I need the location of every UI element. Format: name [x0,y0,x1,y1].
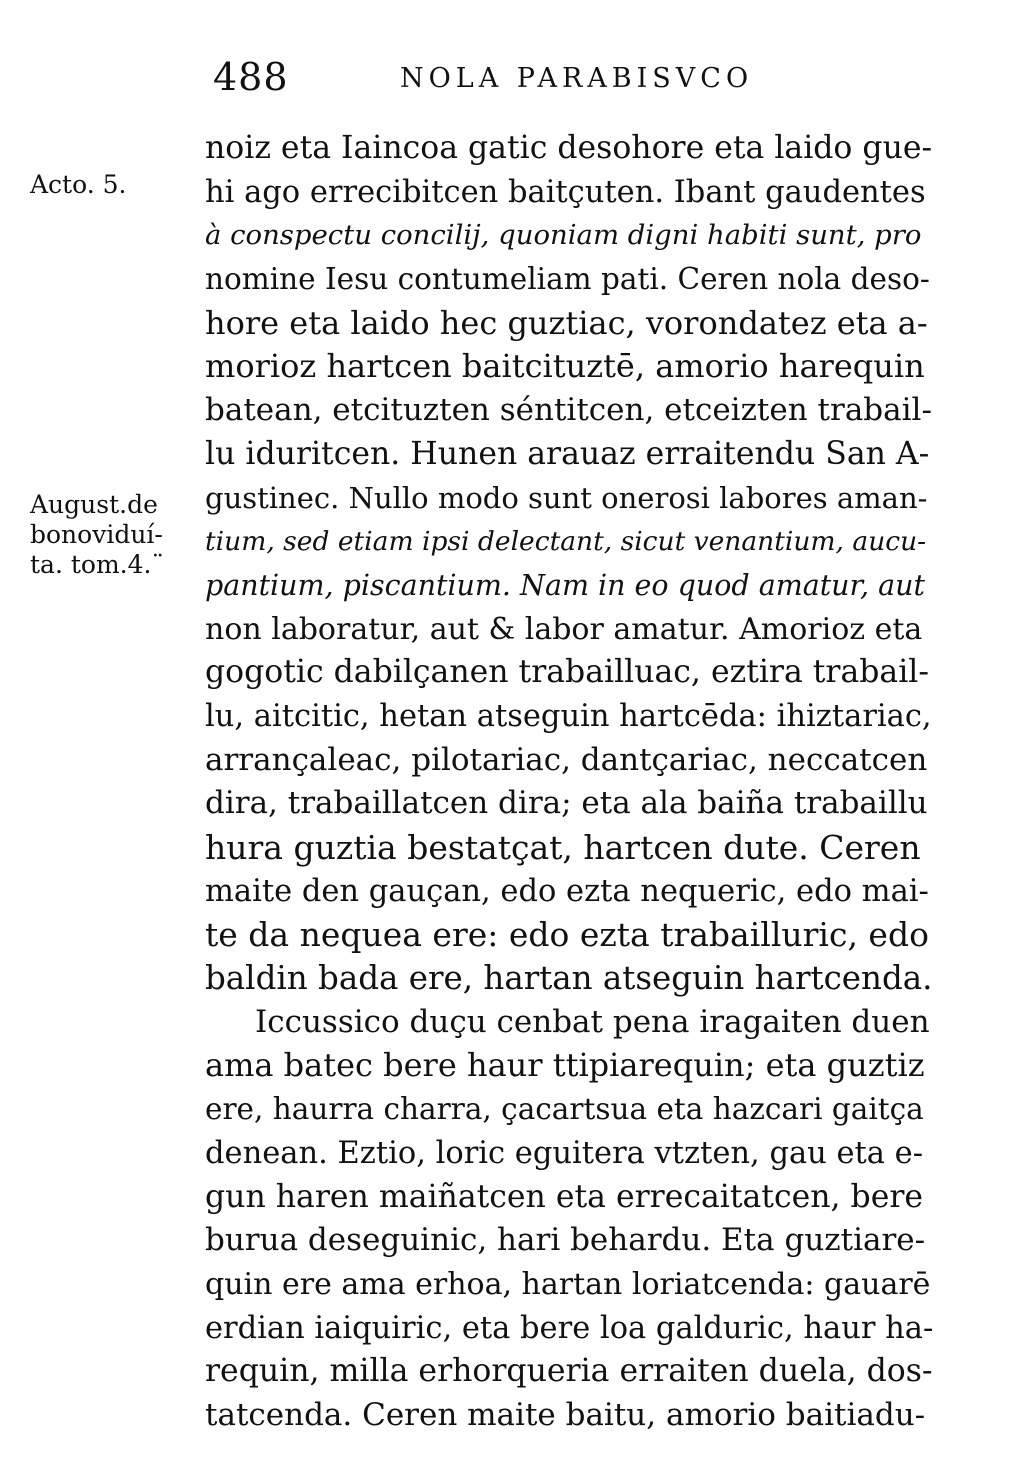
text-line: hi ago errecibitcen baitçuten. Ibant gaudentes [205,174,926,210]
margin-note-line: August.de [30,490,158,519]
text-line: maite den gauçan, edo ezta nequeric, edo mai- [205,873,929,909]
page-header [0,55,1023,115]
text-line: ere, haurra charra, çacartsua eta hazcari gaitça [205,1092,924,1127]
text-line: gogotic dabilçanen trabailluac, eztira trabail- [205,654,930,691]
text-line: dira, trabaillatcen dira; eta ala baiña trabaillu [205,785,928,822]
text-line: batean, etcituzten séntitcen, etceizten trabail- [205,392,932,429]
text-line: arrançaleac, pilotariac, dantçariac, neccatcen [205,741,928,778]
text-line: lu iduritcen. Hunen arauaz erraitendu San A- [205,435,930,472]
margin-note-line: Acto. 5. [30,170,127,199]
text-line: hore eta laido hec guztiac, vorondatez eta a- [205,303,928,342]
margin-note-line: ta. tom.4.¨ [30,550,164,579]
latin-quote-line: tium, sed etiam ipsi delectant, sicut venantium, aucu- [205,526,927,558]
paragraph-start-line: Iccussico duçu cenbat pena iragaiten duen [255,1003,930,1040]
margin-note-augustine [30,490,164,580]
text-line: tatcenda. Ceren maite baitu, amorio baitiadu- [205,1396,926,1433]
running-title: NOLA PARABISVCO [400,63,754,94]
text-line: denean. Eztio, loric eguitera vtzten, gau eta e- [205,1135,924,1171]
text-line: te da nequea ere: edo ezta trabailluric, edo [205,915,929,955]
text-line: requin, milla erhorqueria erraiten duela, dos- [205,1353,933,1390]
text-line: ama batec bere haur ttipiarequin; eta guztiz [205,1046,925,1085]
text-line: gustinec. Nullo modo sunt onerosi labores aman- [205,480,928,515]
text-line: non laboratur, aut & labor amatur. Amorioz eta [205,611,923,647]
text-line: nomine Iesu contumeliam pati. Ceren nola deso- [205,262,930,297]
text-line: morioz hartcen baitcituztē, amorio harequin [205,347,925,386]
latin-quote-line: pantium, piscantium. Nam in eo quod amatur, aut [205,568,925,602]
text-line: quin ere ama erhoa, hartan loriatcenda: gauarē [205,1266,931,1302]
latin-quote-line: à conspectu concilij, quoniam digni habiti sunt, pro [205,219,922,252]
text-line: burua deseguinic, hari behardu. Eta guztiare- [205,1222,926,1259]
margin-note-line: bonoviduí- [30,520,163,549]
text-line: gun haren maiñatcen eta errecaitatcen, bere [205,1178,924,1215]
body-text [205,127,933,1438]
text-line: noiz eta Iaincoa gatic desohore eta laido gue- [205,130,933,166]
text-line: lu, aitcitic, hetan atseguin hartcēda: ihiztariac, [205,698,932,734]
text-line: hura guztia bestatçat, hartcen dute. Ceren [205,828,921,867]
page-number: 488 [213,55,289,99]
margin-note-acts [30,170,126,200]
text-line: baldin bada ere, hartan atseguin hartcenda. [205,959,933,998]
text-line: erdian iaiquiric, eta bere loa galduric, haur ha- [205,1310,934,1346]
